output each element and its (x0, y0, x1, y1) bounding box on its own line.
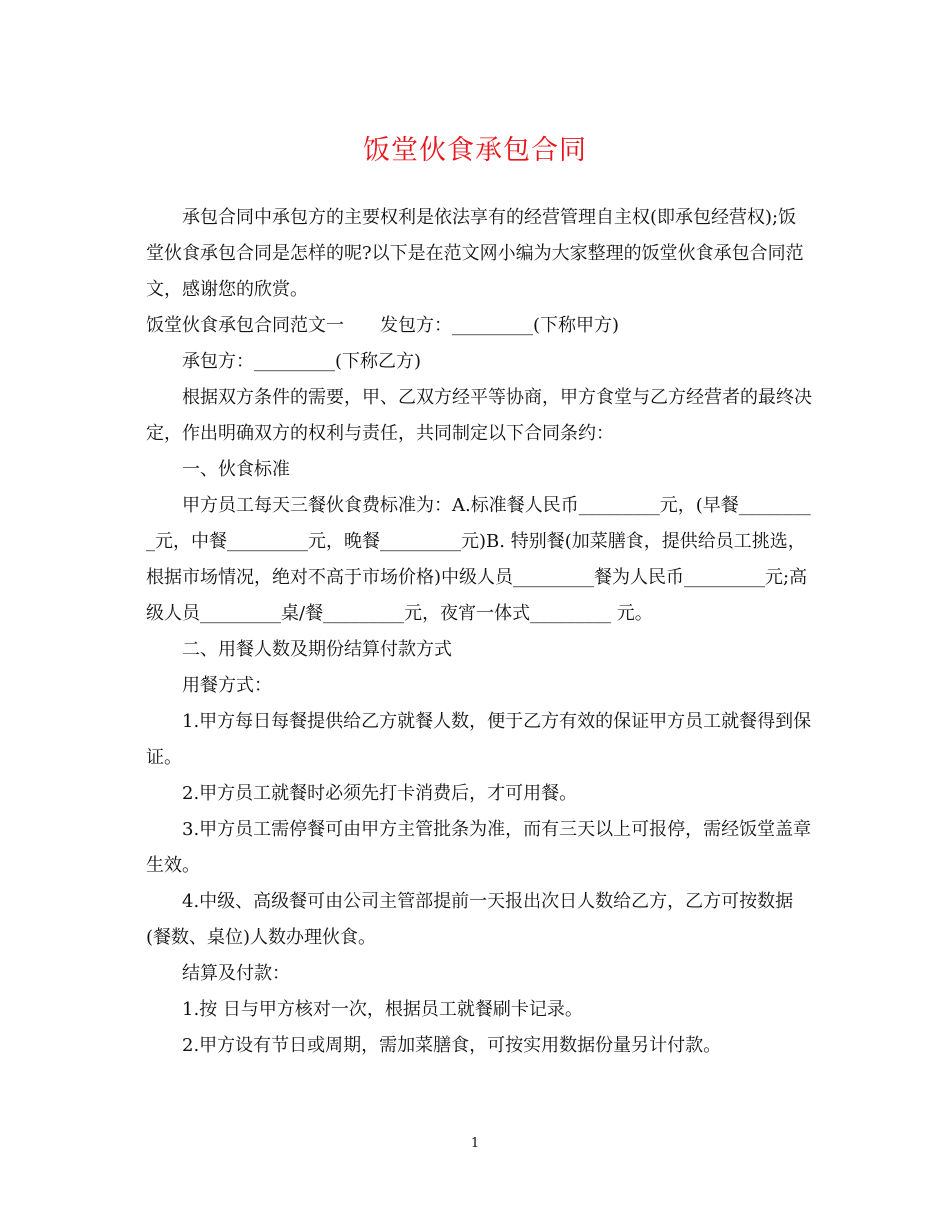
list-item-dining-1: 1.甲方每日每餐提供给乙方就餐人数，便于乙方有效的保证甲方员工就餐得到保证。 (146, 711, 812, 768)
paragraph-contractor: 承包方：_________(下称乙方) (182, 351, 422, 372)
list-item-payment-2: 2.甲方设有节日或周期，需加菜膳食，可按实用数据份量另计付款。 (182, 1035, 722, 1056)
paragraph-preamble: 根据双方条件的需要，甲、乙双方经平等协商，甲方食堂与乙方经营者的最终决定，作出明确双方的权利与责任，共同制定以下合同条约： (146, 387, 812, 444)
list-item-dining-4: 4.中级、高级餐可由公司主管部提前一天报出次日人数给乙方，乙方可按数据(餐数、桌位)人数办理伙食。 (146, 891, 794, 948)
section-heading-meal-standard: 一、伙食标准 (182, 459, 290, 480)
document-body (146, 200, 812, 1064)
list-item-payment-1: 1.按 日与甲方核对一次，根据员工就餐刷卡记录。 (182, 999, 583, 1020)
list-item-dining-3: 3.甲方员工需停餐可由甲方主管批条为准，而有三天以上可报停，需经饭堂盖章生效。 (146, 819, 812, 876)
paragraph-contract-heading: 饭堂伙食承包合同范文一 发包方：_________(下称甲方) (146, 315, 620, 336)
document-title: 饭堂伙食承包合同 (363, 135, 587, 166)
section-heading-settlement: 二、用餐人数及期份结算付款方式 (182, 639, 452, 660)
paragraph-intro: 承包合同中承包方的主要权利是依法享有的经营管理自主权(即承包经营权);饭堂伙食承包合同是怎样的呢?以下是在范文网小编为大家整理的饭堂伙食承包合同范文，感谢您的欣赏。 (146, 207, 804, 300)
subheading-payment: 结算及付款： (182, 963, 290, 984)
list-item-dining-2: 2.甲方员工就餐时必须先打卡消费后，才可用餐。 (182, 783, 578, 804)
subheading-dining-method: 用餐方式： (182, 675, 272, 696)
paragraph-meal-standard: 甲方员工每天三餐伙食费标准为：A.标准餐人民币_________元，(早餐_________元，中餐_________元，晚餐_________元)B. 特别餐(加菜膳食，提供给员工挑选，根据市场情况，绝对不高于市场价格)中级人员_________餐为人民币_________元;高级人员_________桌/餐_________元，夜宵一体式_________ 元。 (146, 495, 811, 624)
page-number: 1 (470, 1136, 480, 1151)
